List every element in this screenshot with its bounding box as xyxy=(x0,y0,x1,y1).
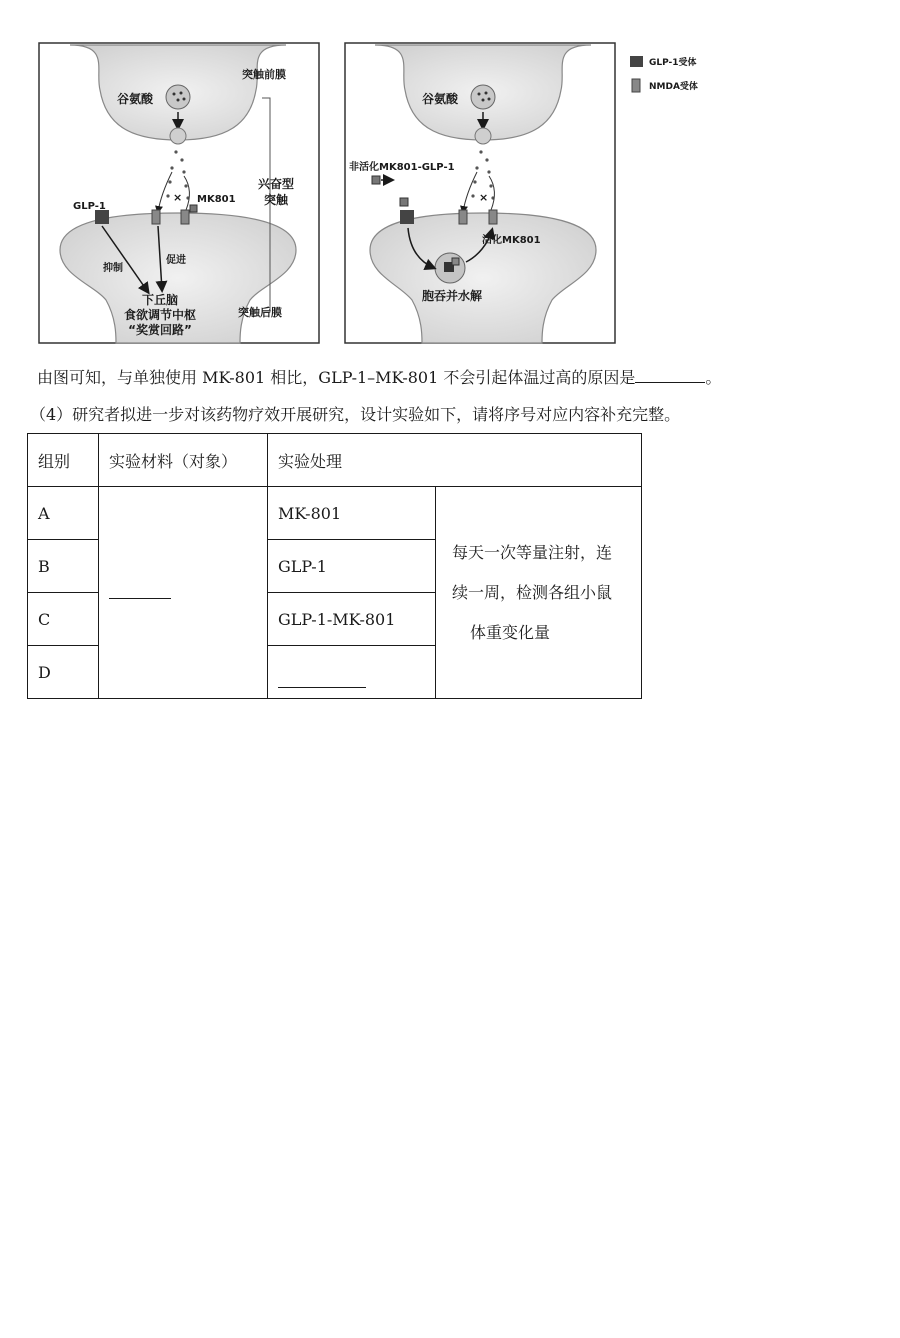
legend-nmda-swatch xyxy=(632,79,640,92)
group-cell: C xyxy=(28,593,99,646)
header-material: 实验材料（对象） xyxy=(99,434,268,487)
material-blank[interactable] xyxy=(109,582,171,599)
group-cell: A xyxy=(28,487,99,540)
svg-text:×: × xyxy=(479,191,489,204)
label-synapse-type-1: 兴奋型 xyxy=(258,177,295,191)
nmda-receptor xyxy=(181,210,189,224)
label-endocytosis-hydrolysis: 胞吞并水解 xyxy=(421,289,483,303)
synapse-figure xyxy=(0,0,900,352)
label-glutamate: 谷氨酸 xyxy=(421,92,458,106)
label-hypothalamus: 下丘脑 xyxy=(141,293,179,307)
label-synapse-type-2: 突触 xyxy=(264,193,289,207)
label-active-mk801: 活化MK801 xyxy=(482,235,541,246)
label-inactive-conjugate: 非活化MK801-GLP-1 xyxy=(349,162,455,173)
procedure-note-line: 体重变化量 xyxy=(470,622,551,642)
label-promote: 促进 xyxy=(166,255,186,266)
procedure-note-line: 续一周，检测各组小鼠 xyxy=(452,582,613,602)
procedure-note-cell xyxy=(436,487,642,699)
question-3-end: 。 xyxy=(705,368,722,387)
header-group: 组别 xyxy=(28,434,99,487)
treatment-cell: GLP-1-MK-801 xyxy=(268,593,436,646)
label-mk801: MK801 xyxy=(197,194,236,205)
right-panel xyxy=(345,43,615,343)
mk801-molecule xyxy=(190,205,197,212)
question-3-line xyxy=(37,366,721,388)
legend-glp1-receptor: GLP-1受体 xyxy=(649,58,697,68)
header-treatment: 实验处理 xyxy=(268,434,642,487)
legend-nmda-receptor: NMDA受体 xyxy=(649,82,698,92)
nmda-receptor xyxy=(489,210,497,224)
answer-blank[interactable] xyxy=(635,366,705,383)
experiment-table xyxy=(27,433,642,699)
release-vesicle xyxy=(475,128,491,144)
question-3-text: 由图可知，与单独使用 MK-801 相比，GLP-1–MK-801 不会引起体温过高的原因是 xyxy=(37,368,636,387)
label-glp1: GLP-1 xyxy=(73,201,106,212)
treatment-cell: MK-801 xyxy=(268,487,436,540)
legend-glp1-swatch xyxy=(630,56,643,67)
table-row xyxy=(28,487,642,540)
procedure-note-line: 每天一次等量注射，连 xyxy=(452,542,613,562)
left-panel xyxy=(39,43,319,343)
label-appetite-center: 食欲调节中枢 xyxy=(123,308,197,322)
treatment-cell: GLP-1 xyxy=(268,540,436,593)
group-cell: D xyxy=(28,646,99,699)
vesicle xyxy=(471,85,495,109)
label-reward-circuit: “奖赏回路” xyxy=(128,323,192,337)
label-presynaptic: 突触前膜 xyxy=(242,68,286,81)
glp1-receptor xyxy=(95,210,109,224)
nmda-receptor xyxy=(152,210,160,224)
release-vesicle xyxy=(170,128,186,144)
group-cell: B xyxy=(28,540,99,593)
glp1-receptor xyxy=(400,210,414,224)
label-inhibit: 抑制 xyxy=(103,263,123,274)
legend xyxy=(630,56,698,92)
material-cell xyxy=(99,487,268,699)
vesicle xyxy=(166,85,190,109)
question-4-text: （4）研究者拟进一步对该药物疗效开展研究，设计实验如下，请将序号对应内容补充完整。 xyxy=(30,405,681,424)
mk801-glp1-conjugate xyxy=(400,198,408,206)
label-glutamate: 谷氨酸 xyxy=(116,92,153,106)
treatment-blank[interactable] xyxy=(278,671,366,688)
nmda-receptor xyxy=(459,210,467,224)
svg-text:×: × xyxy=(173,191,183,204)
table-header-row xyxy=(28,434,642,487)
label-postsynaptic: 突触后膜 xyxy=(238,306,282,319)
treatment-cell xyxy=(268,646,436,699)
